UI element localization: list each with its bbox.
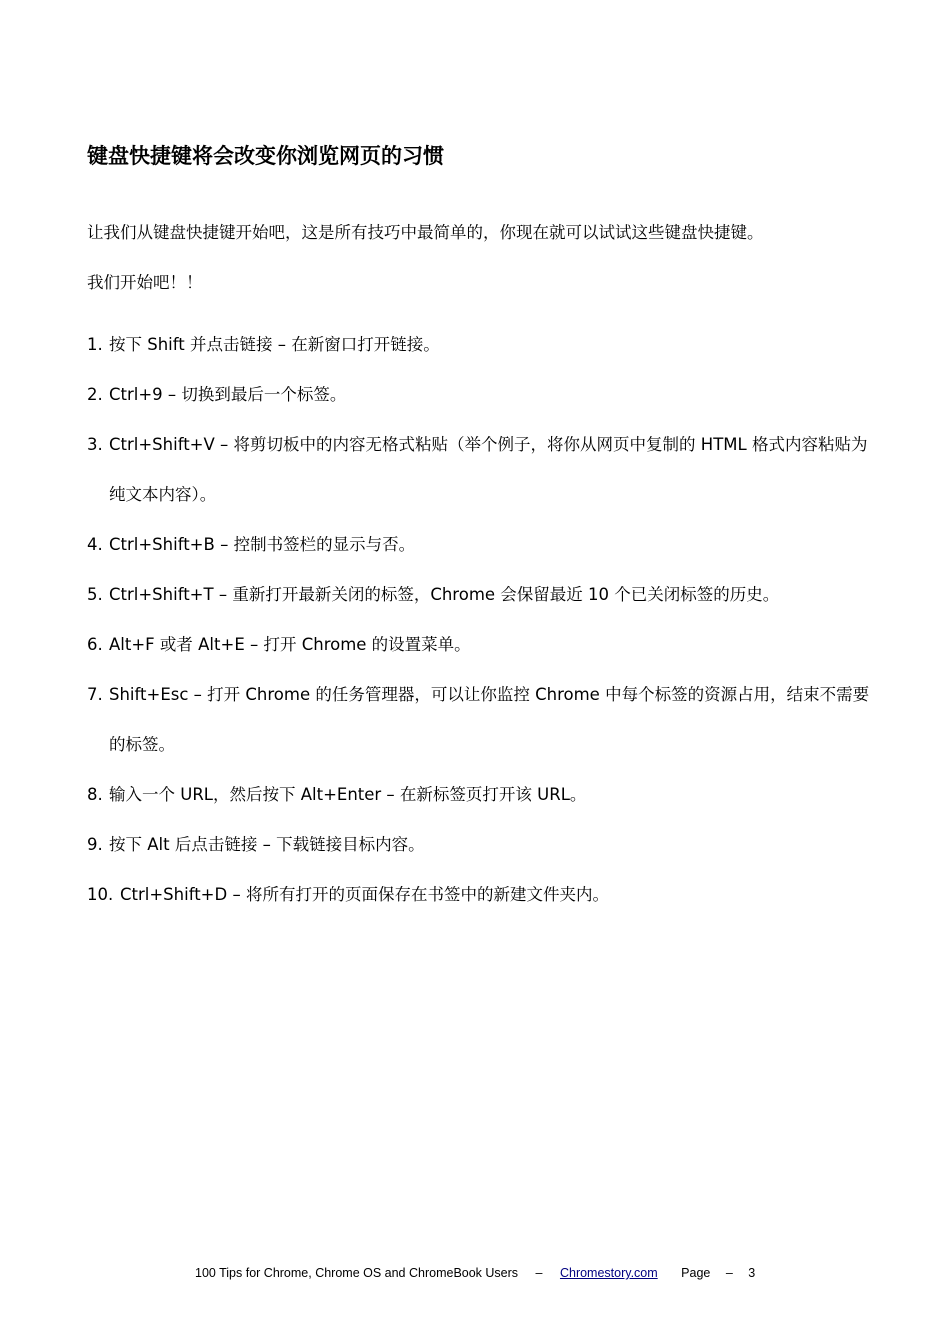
list-item xyxy=(87,570,877,620)
list-item-number: 7. xyxy=(87,685,103,704)
list-item-text: 按下 Alt 后点击链接 – 下载链接目标内容。 xyxy=(109,835,425,854)
footer-page-dash: – xyxy=(725,1266,733,1280)
footer-site-link[interactable]: Chromestory.com xyxy=(559,1266,658,1280)
list-item xyxy=(87,320,877,370)
list-item-text: Shift+Esc – 打开 Chrome 的任务管理器，可以让你监控 Chrome 中每个标签的资源占用，结束不需要的标签。 xyxy=(109,685,870,754)
list-item-text: 按下 Shift 并点击链接 – 在新窗口打开链接。 xyxy=(109,335,440,354)
list-item-number: 4. xyxy=(87,535,103,554)
page-footer xyxy=(195,1266,755,1280)
list-item-number: 1. xyxy=(87,335,103,354)
footer-page-number: 3 xyxy=(748,1266,756,1280)
list-item xyxy=(87,770,877,820)
list-item-number: 5. xyxy=(87,585,103,604)
list-item xyxy=(87,420,877,520)
intro-paragraph: 让我们从键盘快捷键开始吧，这是所有技巧中最简单的，你现在就可以试试这些键盘快捷键。 xyxy=(87,223,764,242)
footer-page-label: Page xyxy=(681,1266,711,1280)
shortcut-list xyxy=(87,320,877,920)
footer-dash: – xyxy=(535,1266,543,1280)
list-item-text: Alt+F 或者 Alt+E – 打开 Chrome 的设置菜单。 xyxy=(109,635,471,654)
footer-title: 100 Tips for Chrome, Chrome OS and ChromeBook Users xyxy=(195,1266,519,1280)
list-item xyxy=(87,520,877,570)
list-item-text: 输入一个 URL，然后按下 Alt+Enter – 在新标签页打开该 URL。 xyxy=(109,785,587,804)
list-item xyxy=(87,670,877,770)
list-item-number: 3. xyxy=(87,435,103,454)
list-item-number: 9. xyxy=(87,835,103,854)
list-item-number: 10. xyxy=(87,885,114,904)
lets-start-text: 我们开始吧！！ xyxy=(87,273,203,292)
list-item xyxy=(87,870,877,920)
list-item-number: 6. xyxy=(87,635,103,654)
list-item-text: Ctrl+Shift+T – 重新打开最新关闭的标签，Chrome 会保留最近 10 个已关闭标签的历史。 xyxy=(109,585,780,604)
list-item xyxy=(87,820,877,870)
list-item-number: 2. xyxy=(87,385,103,404)
list-item-text: Ctrl+Shift+V – 将剪切板中的内容无格式粘贴（举个例子，将你从网页中复制的 HTML 格式内容粘贴为纯文本内容）。 xyxy=(109,435,868,504)
list-item-number: 8. xyxy=(87,785,103,804)
list-item-text: Ctrl+Shift+B – 控制书签栏的显示与否。 xyxy=(109,535,416,554)
list-item-text: Ctrl+Shift+D – 将所有打开的页面保存在书签中的新建文件夹内。 xyxy=(120,885,609,904)
list-item xyxy=(87,370,877,420)
list-item-text: Ctrl+9 – 切换到最后一个标签。 xyxy=(109,385,347,404)
list-item xyxy=(87,620,877,670)
page-heading: 键盘快捷键将会改变你浏览网页的习惯 xyxy=(87,144,444,168)
